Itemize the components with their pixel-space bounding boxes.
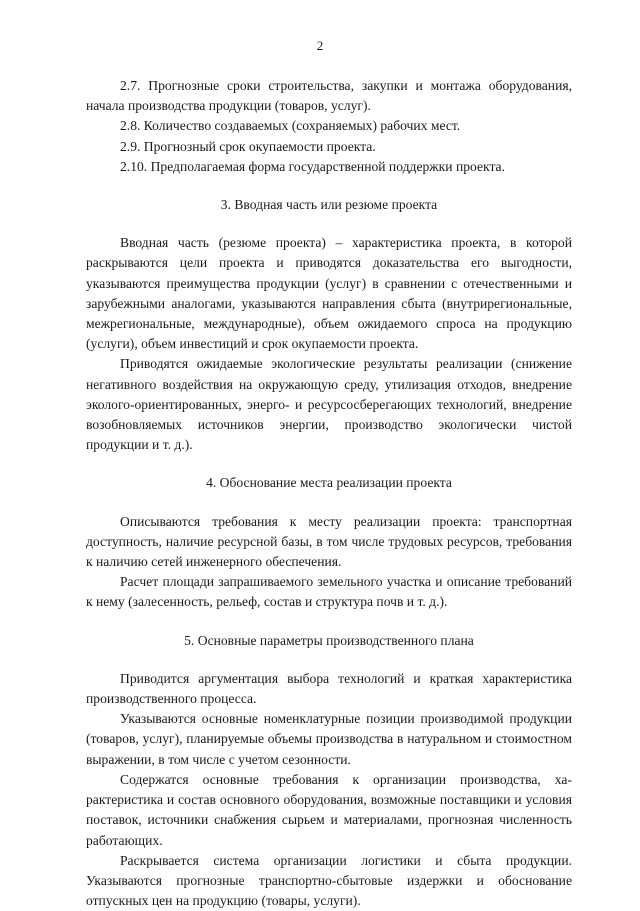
section-4-heading: 4. Обоснование места реализации проекта: [206, 475, 452, 491]
section-5-paragraph-4: Раскрывается система организации логистики и сбыта продукции. Указываются прогнозные транспортно-сбытовые издержки и обоснование отпускных цен на продукцию (товары, услуги).: [86, 852, 572, 909]
section-3-heading: 3. Вводная часть или резюме проекта: [220, 197, 438, 213]
section-3-paragraph-2: Приводятся ожидаемые экологические результаты реализации (снижение негативного воздействия на окружающую среду, утилизация отходов, внедрение эколого-ориентированных, энерго- и ресурсосберегающих технологий, внедрение возобновляемых источников энергии, производство экологически чистой продукции и т. д.).: [86, 356, 572, 453]
section-4-paragraph-1: Описываются требования к месту реализации проекта: транспортная доступность, наличие ресурсной базы, в том числе трудовых ресурсов, требования к наличию сетей инженерного обеспечения.: [86, 513, 572, 570]
item-2-7: 2.7. Прогнозные сроки строительства, закупки и монтажа оборудования, начала производства продукции (товаров, услуг).: [86, 78, 572, 114]
item-2-10: 2.10. Предполагаемая форма государственной поддержки проекта.: [120, 158, 505, 174]
page-content: [86, 76, 572, 911]
section-5-paragraph-3: Содержатся основные требования к организации производства, характеристика и состав основного оборудования, возможные поставщики и условия поставок, источники снабжения сырьем и материалами, прогнозная численность работающих.: [86, 771, 572, 848]
section-3-paragraph-1: Вводная часть (резюме проекта) – характеристика проекта, в которой раскрываются цели проекта и приводятся доказательства его выгодности, указываются преимущества продукции (услуг) в сравнении с отечественными и зарубежными аналогами, указываются направления сбыта (внутрирегиональные, межрегиональные, международные), объем ожидаемого спроса на продукцию (услуги), объем инвестиций и срок окупаемости проекта.: [86, 235, 572, 352]
item-2-8: 2.8. Количество создаваемых (сохраняемых) рабочих мест.: [120, 118, 461, 134]
section-5-paragraph-1: Приводится аргументация выбора технологий и краткая характеристика производственного процесса.: [86, 670, 572, 707]
section-4-paragraph-2: Расчет площади запрашиваемого земельного участка и описание требований к нему (залесенность, рельеф, состав и структура почв и т. д.).: [86, 574, 572, 610]
item-2-9: 2.9. Прогнозный срок окупаемости проекта.: [120, 138, 376, 154]
page-number: 2: [316, 38, 324, 53]
section-5-paragraph-2: Указываются основные номенклатурные позиции производимой продукции (товаров, услуг), планируемые объемы производства в натуральном и стоимостном выражении, в том числе с учетом сезонности.: [86, 711, 572, 767]
section-5-heading: 5. Основные параметры производственного плана: [184, 632, 474, 648]
